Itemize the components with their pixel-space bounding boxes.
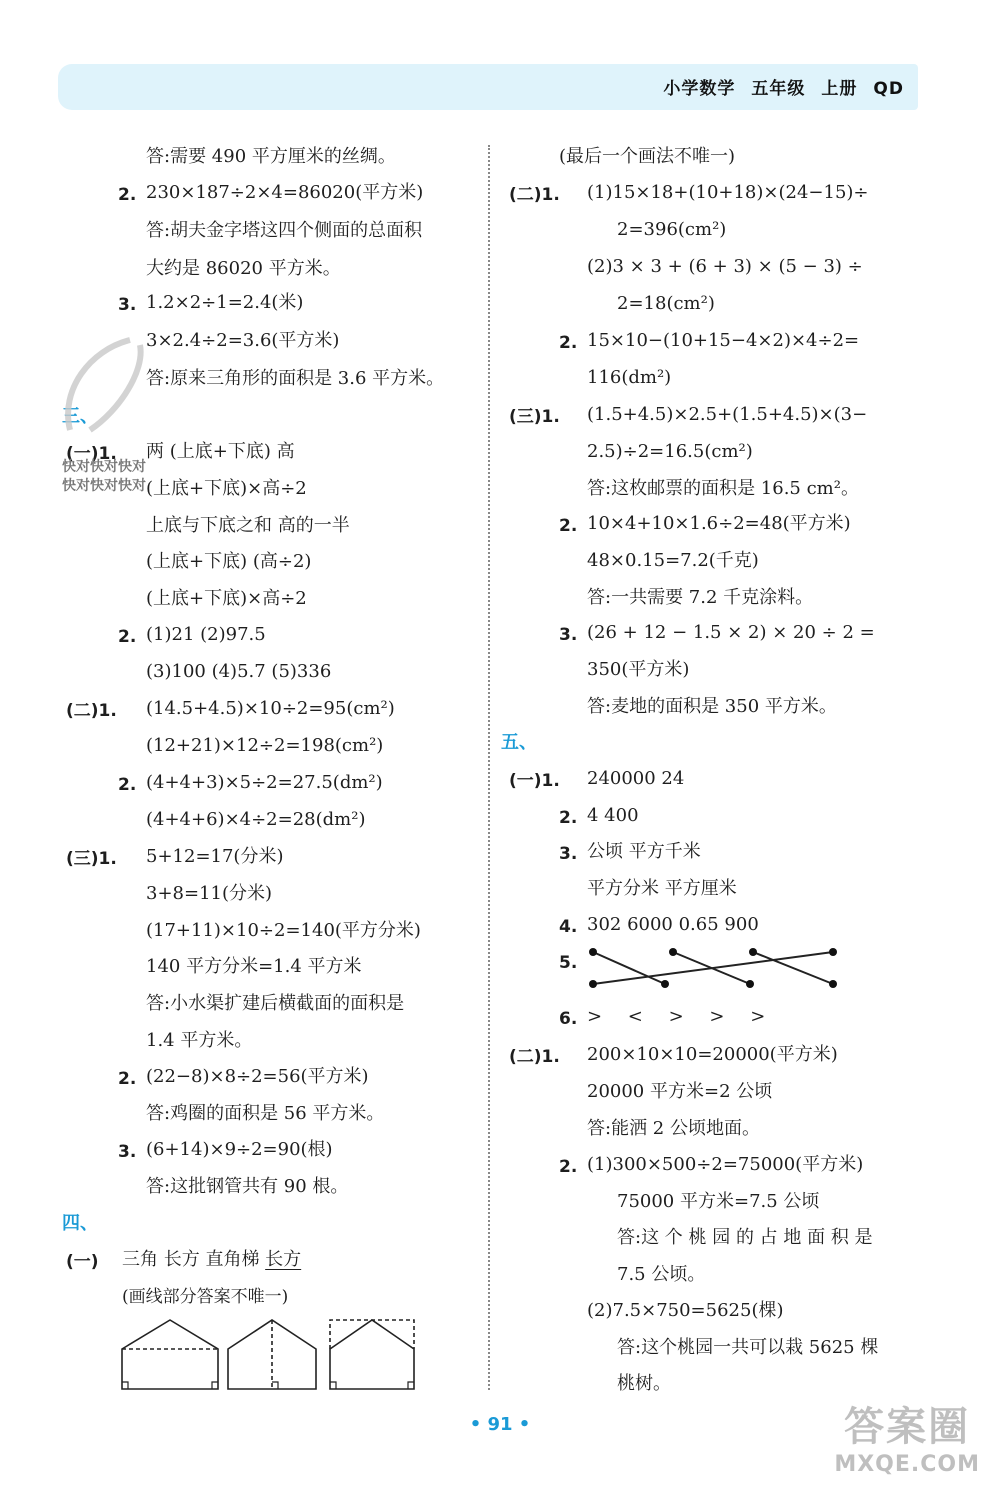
answer-line: 48×0.15=7.2(千克) bbox=[587, 550, 759, 571]
item-number: (三)1. bbox=[66, 849, 117, 869]
item-number: 2. bbox=[559, 516, 578, 536]
item-number: (二)1. bbox=[66, 701, 117, 721]
answer-line: 3×2.4÷2=3.6(平方米) bbox=[146, 330, 340, 351]
stamp-line: 快对快对快对 bbox=[62, 478, 146, 494]
page-header bbox=[58, 64, 918, 110]
answer-line: 240000 24 bbox=[587, 768, 685, 789]
answer-line: 2=396(cm²) bbox=[617, 219, 727, 240]
answer-line: 7.5 公顷。 bbox=[617, 1264, 706, 1285]
answer-line: 302 6000 0.65 900 bbox=[587, 914, 759, 935]
answer-line: (26 + 12 − 1.5 × 2) × 20 ÷ 2 = bbox=[587, 622, 875, 643]
item-number: 3. bbox=[118, 1142, 137, 1162]
answer-line: 答:胡夫金字塔这四个侧面的总面积 bbox=[146, 220, 423, 241]
item-number: (一)1. bbox=[509, 771, 560, 791]
item-number: 2. bbox=[118, 185, 137, 205]
answer-line: 答:鸡圈的面积是 56 平方米。 bbox=[146, 1103, 385, 1124]
answer-line: 350(平方米) bbox=[587, 659, 690, 680]
header-grade: 五年级 bbox=[751, 79, 806, 99]
answer-line: 答:这枚邮票的面积是 16.5 cm²。 bbox=[587, 478, 859, 499]
watermark-logo bbox=[834, 1395, 980, 1477]
answer-line: 200×10×10=20000(平方米) bbox=[587, 1044, 838, 1065]
answer-line: (6+14)×9÷2=90(根) bbox=[146, 1139, 333, 1160]
answer-line: 两 (上底+下底) 高 bbox=[146, 441, 295, 462]
answer-line: 2=18(cm²) bbox=[617, 293, 715, 314]
item-number: (二)1. bbox=[509, 1047, 560, 1067]
item-number: 2. bbox=[118, 775, 137, 795]
answer-line: 答:这 个 桃 园 的 占 地 面 积 是 bbox=[617, 1227, 873, 1248]
stamp-line: 快对快对快对 bbox=[62, 459, 146, 475]
match-dot bbox=[749, 948, 757, 956]
answer-line: 答:一共需要 7.2 千克涂料。 bbox=[587, 587, 814, 608]
item-number: 3. bbox=[559, 844, 578, 864]
section-heading: 三、 bbox=[62, 406, 98, 427]
match-dot bbox=[589, 980, 597, 988]
item-number: 2. bbox=[118, 1069, 137, 1089]
answer-line: 2.5)÷2=16.5(cm²) bbox=[587, 441, 753, 462]
header-volume: 上册 bbox=[821, 79, 858, 99]
answer-text: 三角 长方 直角梯 bbox=[122, 1249, 266, 1270]
answer-line: (上底+下底) (高÷2) bbox=[146, 551, 312, 572]
answer-line: 4 400 bbox=[587, 805, 639, 826]
answer-line: (2)7.5×750=5625(棵) bbox=[587, 1300, 784, 1321]
answer-line: 答:麦地的面积是 350 平方米。 bbox=[587, 696, 837, 717]
answer-line: (1)300×500÷2=75000(平方米) bbox=[587, 1154, 864, 1175]
answer-line: (4+4+6)×4÷2=28(dm²) bbox=[146, 809, 366, 830]
answer-line: 116(dm²) bbox=[587, 367, 672, 388]
answer-line: (4+4+3)×5÷2=27.5(dm²) bbox=[146, 772, 383, 793]
answer-line: 大约是 86020 平方米。 bbox=[146, 258, 341, 279]
item-number: (二)1. bbox=[509, 185, 560, 205]
pen-stamp-icon bbox=[50, 320, 170, 450]
answer-line: (22−8)×8÷2=56(平方米) bbox=[146, 1066, 369, 1087]
match-dot bbox=[661, 980, 669, 988]
answer-line: (1)15×18+(10+18)×(24−15)÷ bbox=[587, 182, 869, 203]
answer-line: (上底+下底)×高÷2 bbox=[146, 588, 307, 609]
item-number: 2. bbox=[118, 627, 137, 647]
item-number: 5. bbox=[559, 953, 578, 973]
answer-line: 桃树。 bbox=[617, 1373, 671, 1394]
item-number: (三)1. bbox=[509, 407, 560, 427]
header-edition: QD bbox=[873, 79, 904, 99]
answer-line: 答:能洒 2 公顷地面。 bbox=[587, 1118, 760, 1139]
item-number: 2. bbox=[559, 1157, 578, 1177]
answer-line: 10×4+10×1.6÷2=48(平方米) bbox=[587, 513, 851, 534]
match-dot bbox=[829, 948, 837, 956]
item-number: 4. bbox=[559, 917, 578, 937]
match-dot bbox=[829, 980, 837, 988]
answer-line: (3)100 (4)5.7 (5)336 bbox=[146, 661, 332, 682]
answer-line: 75000 平方米=7.5 公顷 bbox=[617, 1191, 820, 1212]
page-number: • 91 • bbox=[469, 1414, 531, 1435]
answer-line: (2)3 × 3 + (6 + 3) × (5 − 3) ÷ bbox=[587, 256, 863, 277]
answer-line: 5+12=17(分米) bbox=[146, 846, 284, 867]
header-text bbox=[647, 74, 904, 99]
underlined-answer: 长方 bbox=[265, 1249, 302, 1270]
answer-line: 答:小水渠扩建后横截面的面积是 bbox=[146, 993, 405, 1014]
match-dot bbox=[669, 948, 677, 956]
answer-line: 3+8=11(分米) bbox=[146, 883, 273, 904]
figure-triangle-rectangle bbox=[122, 1320, 218, 1389]
answer-line: (上底+下底)×高÷2 bbox=[146, 478, 307, 499]
match-dot bbox=[589, 948, 597, 956]
answer-note: (画线部分答案不唯一) bbox=[122, 1287, 289, 1307]
item-number: 3. bbox=[118, 295, 137, 315]
answer-line: 15×10−(10+15−4×2)×4÷2= bbox=[587, 330, 860, 351]
watermark-url: MXQE.COM bbox=[834, 1452, 980, 1477]
answer-line: 答:需要 490 平方厘米的丝绸。 bbox=[146, 146, 396, 167]
answer-line bbox=[122, 1247, 301, 1273]
answer-line: 答:原来三角形的面积是 3.6 平方米。 bbox=[146, 368, 445, 389]
pentagon-figures bbox=[118, 1314, 428, 1394]
item-number: 2. bbox=[559, 333, 578, 353]
answer-line: > < > > > bbox=[587, 1006, 776, 1027]
answer-line: (最后一个画法不唯一) bbox=[559, 146, 736, 167]
column-divider bbox=[488, 145, 490, 1390]
matching-diagram bbox=[585, 944, 845, 994]
watermark-title: 答案圈 bbox=[844, 1404, 971, 1450]
figure-rectangle-triangles bbox=[330, 1320, 414, 1389]
item-number: 6. bbox=[559, 1009, 578, 1029]
header-subject: 小学数学 bbox=[663, 79, 736, 99]
answer-line: 1.2×2÷1=2.4(米) bbox=[146, 292, 304, 313]
answer-line: 230×187÷2×4=86020(平方米) bbox=[146, 182, 424, 203]
item-number: (一) bbox=[66, 1252, 99, 1272]
item-number: 2. bbox=[559, 808, 578, 828]
answer-line: (17+11)×10÷2=140(平方分米) bbox=[146, 920, 421, 941]
answer-line: 公顷 平方千米 bbox=[587, 841, 701, 862]
stamp-text bbox=[62, 458, 146, 496]
answer-line: 140 平方分米=1.4 平方米 bbox=[146, 956, 362, 977]
match-dot bbox=[746, 980, 754, 988]
item-number: 3. bbox=[559, 625, 578, 645]
answer-line: 20000 平方米=2 公顷 bbox=[587, 1081, 773, 1102]
answer-line: 1.4 平方米。 bbox=[146, 1030, 253, 1051]
answer-line: 上底与下底之和 高的一半 bbox=[146, 515, 350, 536]
answer-line: (1.5+4.5)×2.5+(1.5+4.5)×(3− bbox=[587, 404, 868, 425]
answer-line: 平方分米 平方厘米 bbox=[587, 878, 737, 899]
answer-line: (12+21)×12÷2=198(cm²) bbox=[146, 735, 384, 756]
answer-line: (14.5+4.5)×10÷2=95(cm²) bbox=[146, 698, 395, 719]
figure-right-trapezoids bbox=[228, 1320, 316, 1389]
section-heading: 四、 bbox=[62, 1213, 98, 1234]
answer-line: 答:这个桃园一共可以栽 5625 棵 bbox=[617, 1337, 879, 1358]
item-number: (一)1. bbox=[66, 444, 117, 464]
section-heading: 五、 bbox=[501, 732, 537, 753]
answer-line: (1)21 (2)97.5 bbox=[146, 624, 266, 645]
answer-line: 答:这批钢管共有 90 根。 bbox=[146, 1176, 349, 1197]
